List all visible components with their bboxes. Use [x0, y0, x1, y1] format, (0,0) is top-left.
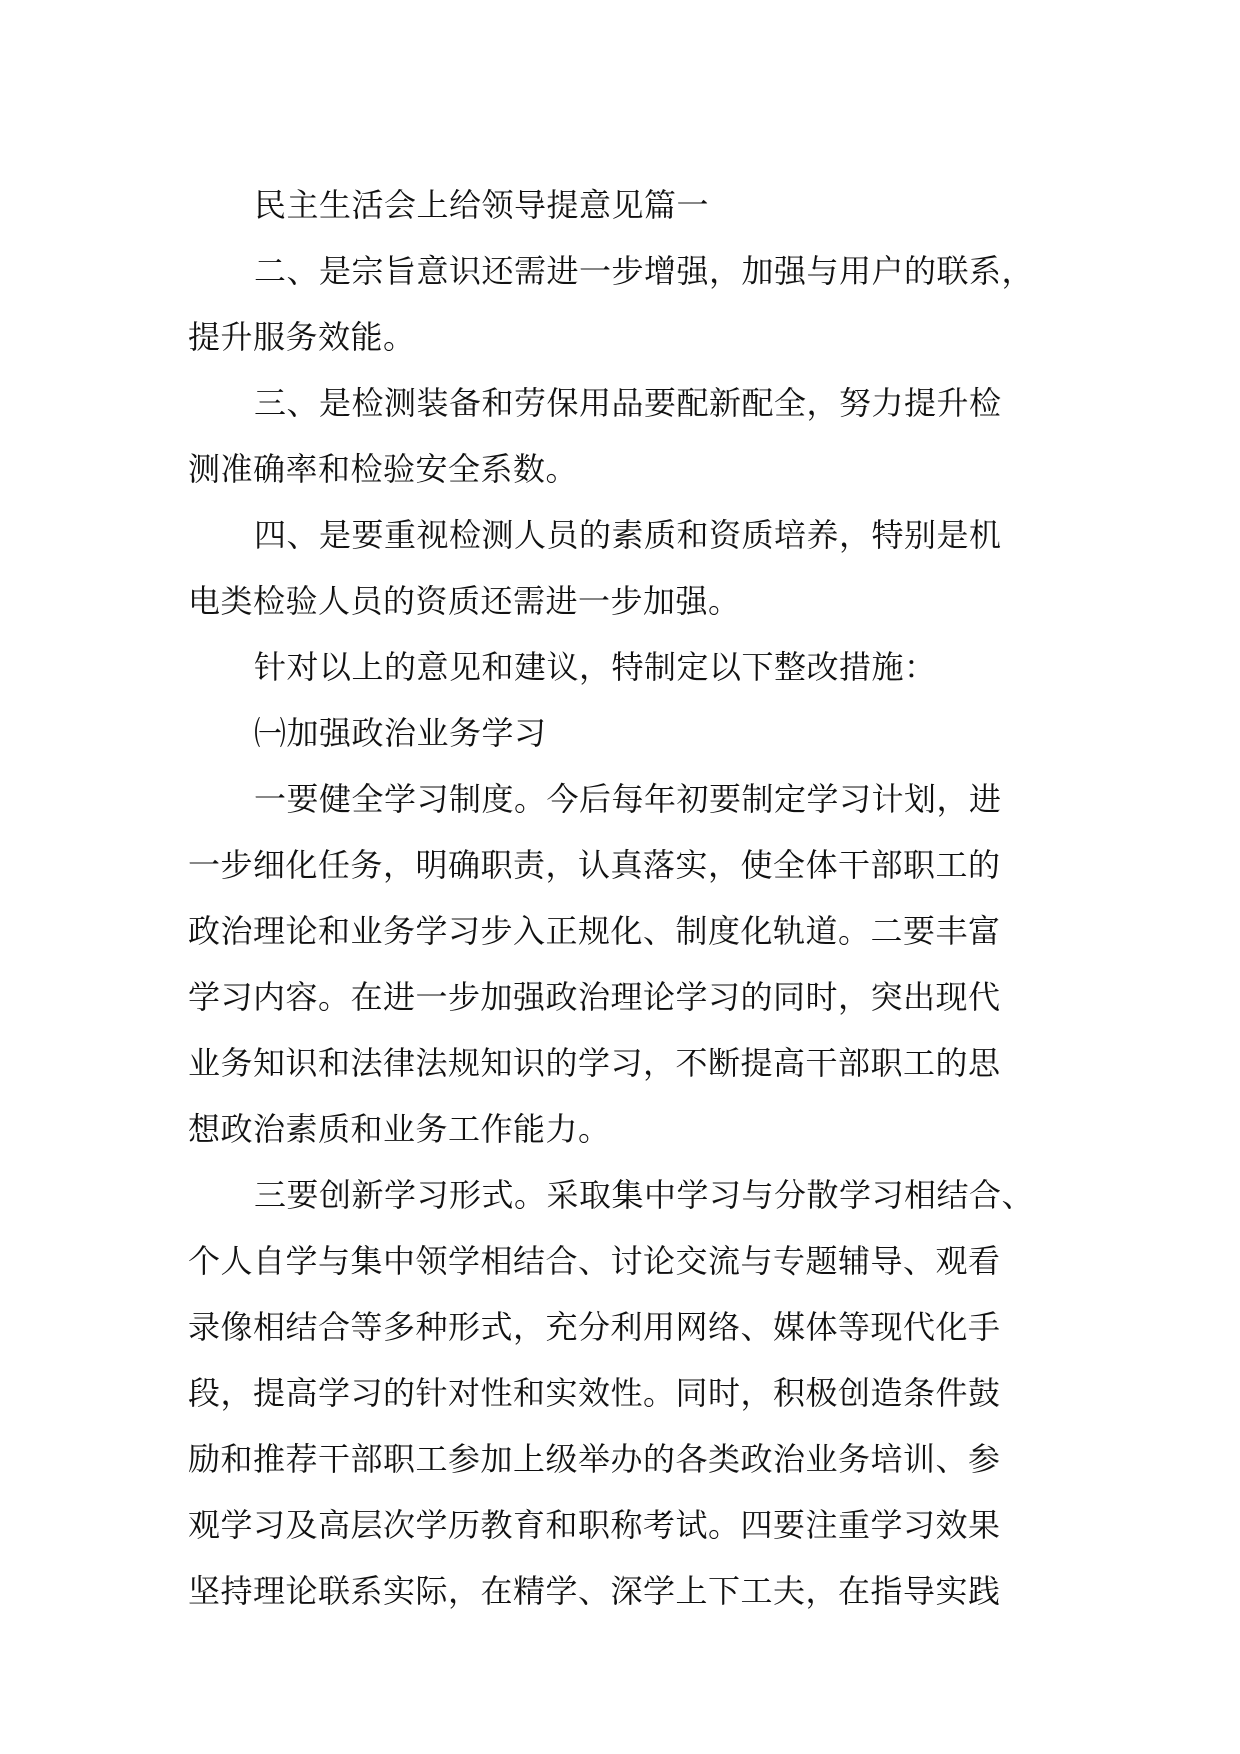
paragraph-line: 二、是宗旨意识还需进一步增强，加强与用户的联系， — [254, 252, 1035, 290]
paragraph-3 — [188, 502, 1088, 634]
paragraph-line: 四、是要重视检测人员的素质和资质培养，特别是机 — [254, 516, 1002, 554]
paragraph-line: 针对以上的意见和建议，特制定以下整改措施： — [254, 648, 937, 686]
paragraph-line: 三、是检测装备和劳保用品要配新配全，努力提升检 — [254, 384, 1002, 422]
paragraph-1 — [188, 238, 1088, 370]
paragraph-4 — [188, 634, 1088, 700]
paragraph-line: 业务知识和法律法规知识的学习，不断提高干部职工的思 — [188, 1044, 1001, 1082]
paragraph-6 — [188, 766, 1088, 1162]
paragraph-line: 一要健全学习制度。今后每年初要制定学习计划，进 — [254, 780, 1002, 818]
paragraph-line: 观学习及高层次学历教育和职称考试。四要注重学习效果 — [188, 1506, 1001, 1544]
paragraph-line: 电类检验人员的资质还需进一步加强。 — [188, 582, 741, 620]
section-heading-line: ㈠加强政治业务学习 — [254, 714, 547, 752]
paragraph-line: 录像相结合等多种形式，充分利用网络、媒体等现代化手 — [188, 1308, 1001, 1346]
paragraph-line: 提升服务效能。 — [188, 318, 416, 356]
paragraph-line: 学习内容。在进一步加强政治理论学习的同时，突出现代 — [188, 978, 1001, 1016]
paragraph-line: 一步细化任务，明确职责，认真落实，使全体干部职工的 — [188, 846, 1001, 884]
paragraph-2 — [188, 370, 1088, 502]
paragraph-line: 坚持理论联系实际，在精学、深学上下工夫，在指导实践 — [188, 1572, 1001, 1610]
paragraph-line: 想政治素质和业务工作能力。 — [188, 1110, 611, 1148]
paragraph-7 — [188, 1162, 1088, 1624]
paragraph-line: 段，提高学习的针对性和实效性。同时，积极创造条件鼓 — [188, 1374, 1001, 1412]
document-body — [188, 172, 1088, 1624]
section-heading — [188, 700, 1088, 766]
document-title: 民主生活会上给领导提意见篇一 — [254, 186, 710, 224]
paragraph-line: 励和推荐干部职工参加上级举办的各类政治业务培训、参 — [188, 1440, 1001, 1478]
paragraph-line: 三要创新学习形式。采取集中学习与分散学习相结合、 — [254, 1176, 1035, 1214]
paragraph-line: 政治理论和业务学习步入正规化、制度化轨道。二要丰富 — [188, 912, 1001, 950]
paragraph-line: 个人自学与集中领学相结合、讨论交流与专题辅导、观看 — [188, 1242, 1001, 1280]
paragraph-line: 测准确率和检验安全系数。 — [188, 450, 579, 488]
